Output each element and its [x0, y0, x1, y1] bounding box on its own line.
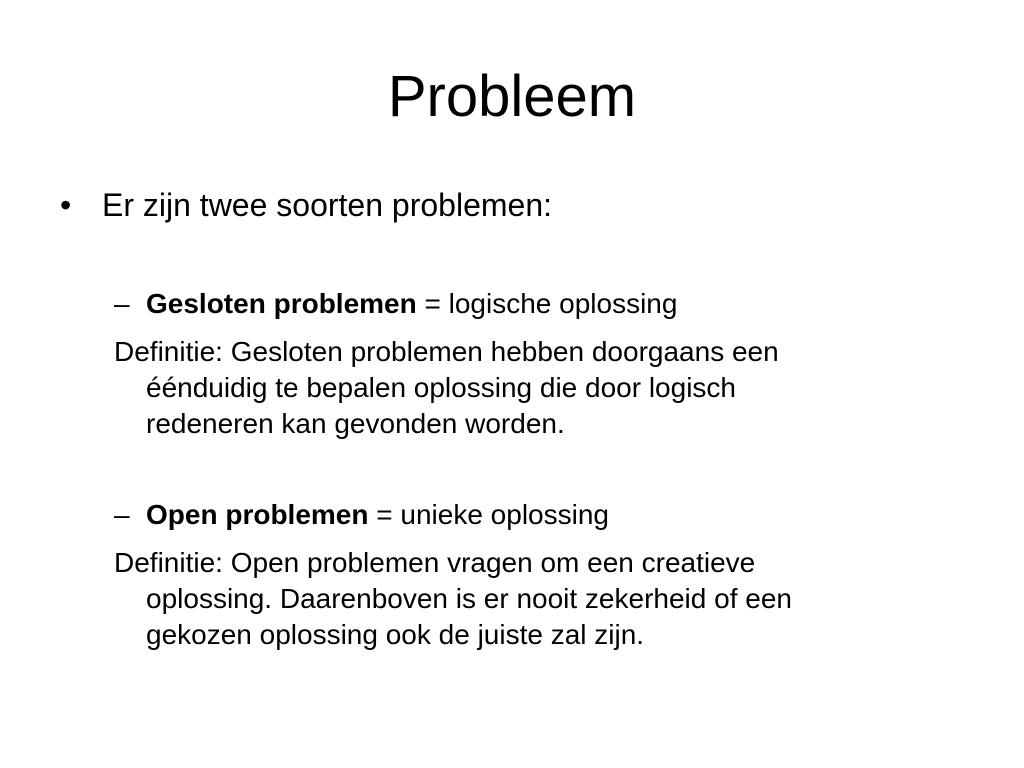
term-open-problems: Open problemen [146, 499, 369, 530]
bullet-marker: • [60, 187, 72, 223]
term-open-problems-desc: = unieke oplossing [368, 499, 609, 530]
dash-marker: – [114, 499, 130, 530]
definition-line: redeneren kan gevonden worden. [146, 408, 565, 439]
definition-line: oplossing. Daarenboven is er nooit zekerheid of een [146, 583, 792, 614]
definition-open-problems [114, 545, 954, 653]
sub-bullet-closed-problems [114, 286, 677, 322]
definition-closed-problems [114, 334, 954, 442]
slide-title: Probleem [387, 64, 637, 129]
term-closed-problems-desc: = logische oplossing [416, 288, 678, 319]
definition-line: Definitie: Open problemen vragen om een creatieve [114, 547, 756, 578]
main-bullet-text: Er zijn twee soorten problemen: [102, 187, 552, 223]
definition-line: éénduidig te bepalen oplossing die door logisch [146, 372, 736, 403]
definition-line: Definitie: Gesloten problemen hebben doorgaans een [114, 336, 779, 367]
dash-marker: – [114, 288, 130, 319]
sub-bullet-open-problems [114, 497, 609, 533]
definition-line: gekozen oplossing ook de juiste zal zijn. [146, 619, 645, 650]
term-closed-problems: Gesloten problemen [146, 288, 417, 319]
main-bullet [60, 185, 552, 225]
